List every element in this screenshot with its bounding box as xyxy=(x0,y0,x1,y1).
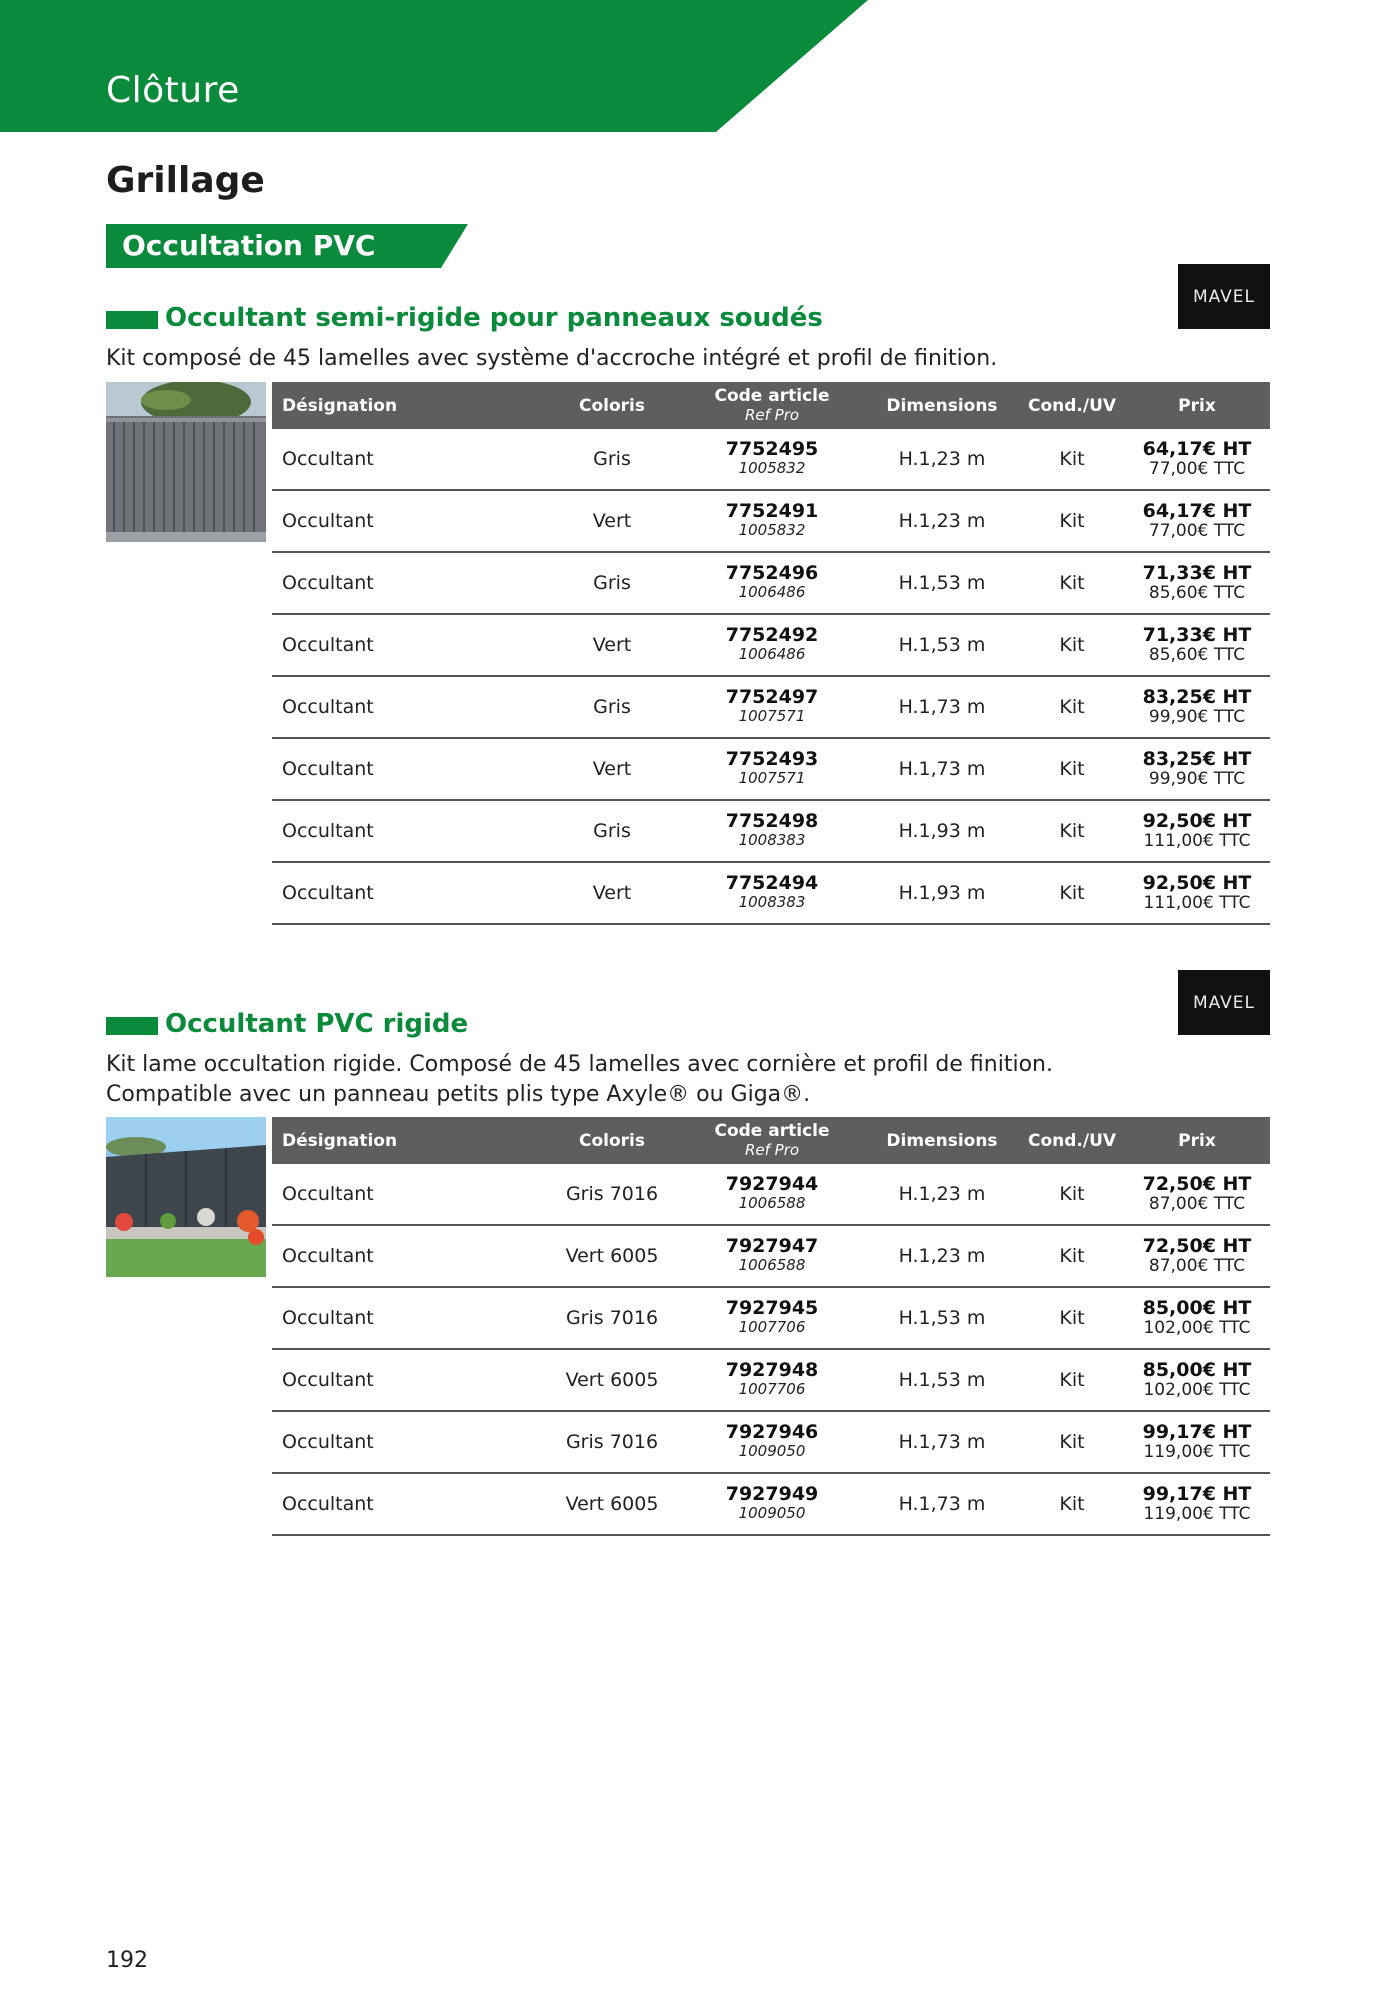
table-row xyxy=(272,739,1270,801)
article-code: 7927948 xyxy=(725,1359,819,1381)
cell-prix xyxy=(1127,1226,1267,1286)
table-body xyxy=(272,1164,1270,1536)
price-ttc: 102,00€ TTC xyxy=(1143,1380,1251,1400)
price-ttc: 111,00€ TTC xyxy=(1143,831,1251,851)
price-ttc: 119,00€ TTC xyxy=(1143,1504,1251,1524)
cell-prix xyxy=(1127,1474,1267,1534)
cell-prix xyxy=(1127,1412,1267,1472)
cell-cond: Kit xyxy=(1059,820,1085,842)
cell-coloris: Vert xyxy=(592,882,632,904)
cell-cond: Kit xyxy=(1059,1183,1085,1205)
cell-cond: Kit xyxy=(1059,634,1085,656)
price-ht: 72,50€ HT xyxy=(1142,1235,1252,1257)
page-title: Grillage xyxy=(106,160,265,201)
cell-prix xyxy=(1127,739,1267,799)
table-row xyxy=(272,1226,1270,1288)
table-row xyxy=(272,677,1270,739)
cell-coloris: Vert xyxy=(592,634,632,656)
cell-designation: Occultant xyxy=(282,758,374,780)
cell-coloris: Vert xyxy=(592,510,632,532)
price-ht: 85,00€ HT xyxy=(1142,1359,1252,1381)
cell-cond: Kit xyxy=(1059,572,1085,594)
cell-coloris: Gris 7016 xyxy=(565,1307,659,1329)
cell-cond: Kit xyxy=(1059,882,1085,904)
cell-dimensions: H.1,53 m xyxy=(898,634,986,656)
ref-pro: 1007571 xyxy=(738,707,806,725)
cell-coloris: Vert 6005 xyxy=(565,1245,659,1267)
header-code-label: Code article xyxy=(714,385,830,406)
price-ht: 71,33€ HT xyxy=(1142,624,1252,646)
price-ttc: 87,00€ TTC xyxy=(1148,1194,1246,1214)
rigid-fence-garden-photo-icon xyxy=(106,1117,266,1277)
price-ht: 99,17€ HT xyxy=(1142,1483,1252,1505)
cell-coloris: Gris 7016 xyxy=(565,1183,659,1205)
cell-cond: Kit xyxy=(1059,1369,1085,1391)
cell-dimensions: H.1,73 m xyxy=(898,696,986,718)
header-ref-pro: Ref Pro xyxy=(744,405,800,424)
price-ttc: 119,00€ TTC xyxy=(1143,1442,1251,1462)
article-code: 7752495 xyxy=(725,438,819,460)
section-title: Occultant PVC rigide xyxy=(165,1009,469,1039)
table-header xyxy=(272,1117,1270,1164)
cell-dimensions: H.1,23 m xyxy=(898,1245,986,1267)
cell-designation: Occultant xyxy=(282,1307,374,1329)
article-code: 7927945 xyxy=(725,1297,819,1319)
price-ht: 72,50€ HT xyxy=(1142,1173,1252,1195)
ref-pro: 1006486 xyxy=(738,645,806,663)
cell-coloris: Gris 7016 xyxy=(565,1431,659,1453)
article-code: 7752494 xyxy=(725,872,819,894)
cell-designation: Occultant xyxy=(282,696,374,718)
section-marker xyxy=(106,1017,158,1035)
cell-coloris: Vert xyxy=(592,758,632,780)
category-title: Clôture xyxy=(106,70,240,111)
cell-prix xyxy=(1127,429,1267,489)
table-row xyxy=(272,553,1270,615)
cell-designation: Occultant xyxy=(282,1183,374,1205)
cell-coloris: Vert 6005 xyxy=(565,1369,659,1391)
section-description xyxy=(106,344,997,374)
cell-cond: Kit xyxy=(1059,1245,1085,1267)
cell-coloris: Gris xyxy=(593,572,631,594)
ref-pro: 1006588 xyxy=(738,1256,806,1274)
semi-rigid-fence-photo-icon xyxy=(106,382,266,542)
banner-shape xyxy=(0,0,870,132)
section-marker xyxy=(106,311,158,329)
page-number: 192 xyxy=(106,1948,148,1973)
article-code: 7752498 xyxy=(725,810,819,832)
description-line: Kit lame occultation rigide. Composé de 45 lamelles avec cornière et profil de finition. xyxy=(106,1052,1053,1077)
header-ref-pro: Ref Pro xyxy=(744,1140,800,1159)
cell-coloris: Gris xyxy=(593,448,631,470)
price-ttc: 102,00€ TTC xyxy=(1143,1318,1251,1338)
article-code: 7927946 xyxy=(725,1421,819,1443)
table-row xyxy=(272,801,1270,863)
cell-prix xyxy=(1127,553,1267,613)
ref-pro: 1007571 xyxy=(738,769,806,787)
price-ht: 83,25€ HT xyxy=(1142,686,1252,708)
cell-designation: Occultant xyxy=(282,1369,374,1391)
product-photo xyxy=(106,382,266,542)
price-ttc: 87,00€ TTC xyxy=(1148,1256,1246,1276)
table-row xyxy=(272,429,1270,491)
cell-dimensions: H.1,23 m xyxy=(898,510,986,532)
cell-prix xyxy=(1127,1288,1267,1348)
article-code: 7752497 xyxy=(725,686,819,708)
article-code: 7752496 xyxy=(725,562,819,584)
price-ht: 71,33€ HT xyxy=(1142,562,1252,584)
subcategory-tag xyxy=(106,224,468,268)
cell-dimensions: H.1,73 m xyxy=(898,1431,986,1453)
cell-coloris: Gris xyxy=(593,820,631,842)
table-row xyxy=(272,1412,1270,1474)
ref-pro: 1006486 xyxy=(738,583,806,601)
price-ht: 99,17€ HT xyxy=(1142,1421,1252,1443)
product-table xyxy=(272,1117,1270,1536)
cell-dimensions: H.1,93 m xyxy=(898,820,986,842)
cell-dimensions: H.1,73 m xyxy=(898,1493,986,1515)
product-table xyxy=(272,382,1270,925)
table-row xyxy=(272,1350,1270,1412)
section-description xyxy=(106,1050,1053,1110)
description-line: Kit composé de 45 lamelles avec système d'accroche intégré et profil de finition. xyxy=(106,346,998,371)
cell-prix xyxy=(1127,615,1267,675)
price-ttc: 99,90€ TTC xyxy=(1148,707,1246,727)
cell-prix xyxy=(1127,677,1267,737)
price-ht: 64,17€ HT xyxy=(1142,500,1252,522)
brand-logo: MAVEL xyxy=(1178,264,1270,329)
header-prix: Prix xyxy=(1178,1130,1216,1151)
cell-dimensions: H.1,93 m xyxy=(898,882,986,904)
header-cond: Cond./UV xyxy=(1027,1130,1117,1151)
cell-cond: Kit xyxy=(1059,1493,1085,1515)
table-row xyxy=(272,615,1270,677)
price-ttc: 77,00€ TTC xyxy=(1148,459,1246,479)
article-code: 7927944 xyxy=(725,1173,819,1195)
cell-prix xyxy=(1127,863,1267,923)
cell-prix xyxy=(1127,491,1267,551)
cell-cond: Kit xyxy=(1059,696,1085,718)
article-code: 7752492 xyxy=(725,624,819,646)
price-ht: 83,25€ HT xyxy=(1142,748,1252,770)
cell-dimensions: H.1,53 m xyxy=(898,572,986,594)
header-prix: Prix xyxy=(1178,395,1216,416)
product-photo xyxy=(106,1117,266,1277)
ref-pro: 1009050 xyxy=(738,1504,806,1522)
cell-designation: Occultant xyxy=(282,1431,374,1453)
article-code: 7927947 xyxy=(725,1235,819,1257)
header-dimensions: Dimensions xyxy=(886,1130,998,1151)
ref-pro: 1007706 xyxy=(738,1318,806,1336)
table-row xyxy=(272,491,1270,553)
ref-pro: 1005832 xyxy=(738,459,806,477)
section-title: Occultant semi-rigide pour panneaux soudés xyxy=(165,303,823,333)
price-ht: 92,50€ HT xyxy=(1142,810,1252,832)
cell-designation: Occultant xyxy=(282,448,374,470)
header-dimensions: Dimensions xyxy=(886,395,998,416)
price-ht: 64,17€ HT xyxy=(1142,438,1252,460)
price-ttc: 111,00€ TTC xyxy=(1143,893,1251,913)
price-ttc: 85,60€ TTC xyxy=(1148,645,1246,665)
cell-prix xyxy=(1127,801,1267,861)
cell-designation: Occultant xyxy=(282,572,374,594)
cell-dimensions: H.1,23 m xyxy=(898,1183,986,1205)
cell-dimensions: H.1,53 m xyxy=(898,1369,986,1391)
cell-designation: Occultant xyxy=(282,820,374,842)
cell-coloris: Gris xyxy=(593,696,631,718)
cell-prix xyxy=(1127,1164,1267,1224)
description-line: Compatible avec un panneau petits plis type Axyle® ou Giga®. xyxy=(106,1082,811,1107)
table-row xyxy=(272,1474,1270,1536)
cell-cond: Kit xyxy=(1059,758,1085,780)
ref-pro: 1007706 xyxy=(738,1380,806,1398)
price-ttc: 99,90€ TTC xyxy=(1148,769,1246,789)
ref-pro: 1005832 xyxy=(738,521,806,539)
cell-coloris: Vert 6005 xyxy=(565,1493,659,1515)
table-body xyxy=(272,429,1270,925)
ref-pro: 1008383 xyxy=(738,831,806,849)
cell-cond: Kit xyxy=(1059,510,1085,532)
cell-prix xyxy=(1127,1350,1267,1410)
cell-dimensions: H.1,53 m xyxy=(898,1307,986,1329)
price-ht: 85,00€ HT xyxy=(1142,1297,1252,1319)
table-row xyxy=(272,863,1270,925)
header-designation: Désignation xyxy=(282,1130,398,1151)
cell-cond: Kit xyxy=(1059,1307,1085,1329)
brand-logo: MAVEL xyxy=(1178,970,1270,1035)
subcategory-label: Occultation PVC xyxy=(122,229,376,262)
cell-designation: Occultant xyxy=(282,1493,374,1515)
cell-designation: Occultant xyxy=(282,510,374,532)
table-row xyxy=(272,1288,1270,1350)
header-designation: Désignation xyxy=(282,395,398,416)
price-ttc: 85,60€ TTC xyxy=(1148,583,1246,603)
header-cond: Cond./UV xyxy=(1027,395,1117,416)
cell-cond: Kit xyxy=(1059,1431,1085,1453)
cell-dimensions: H.1,73 m xyxy=(898,758,986,780)
category-banner xyxy=(0,0,870,132)
cell-designation: Occultant xyxy=(282,634,374,656)
cell-designation: Occultant xyxy=(282,1245,374,1267)
price-ttc: 77,00€ TTC xyxy=(1148,521,1246,541)
ref-pro: 1009050 xyxy=(738,1442,806,1460)
ref-pro: 1006588 xyxy=(738,1194,806,1212)
article-code: 7927949 xyxy=(725,1483,819,1505)
cell-dimensions: H.1,23 m xyxy=(898,448,986,470)
cell-cond: Kit xyxy=(1059,448,1085,470)
price-ht: 92,50€ HT xyxy=(1142,872,1252,894)
ref-pro: 1008383 xyxy=(738,893,806,911)
cell-designation: Occultant xyxy=(282,882,374,904)
article-code: 7752491 xyxy=(725,500,819,522)
table-row xyxy=(272,1164,1270,1226)
table-header xyxy=(272,382,1270,429)
header-code-label: Code article xyxy=(714,1120,830,1141)
article-code: 7752493 xyxy=(725,748,819,770)
header-coloris: Coloris xyxy=(579,1130,645,1151)
header-coloris: Coloris xyxy=(579,395,645,416)
